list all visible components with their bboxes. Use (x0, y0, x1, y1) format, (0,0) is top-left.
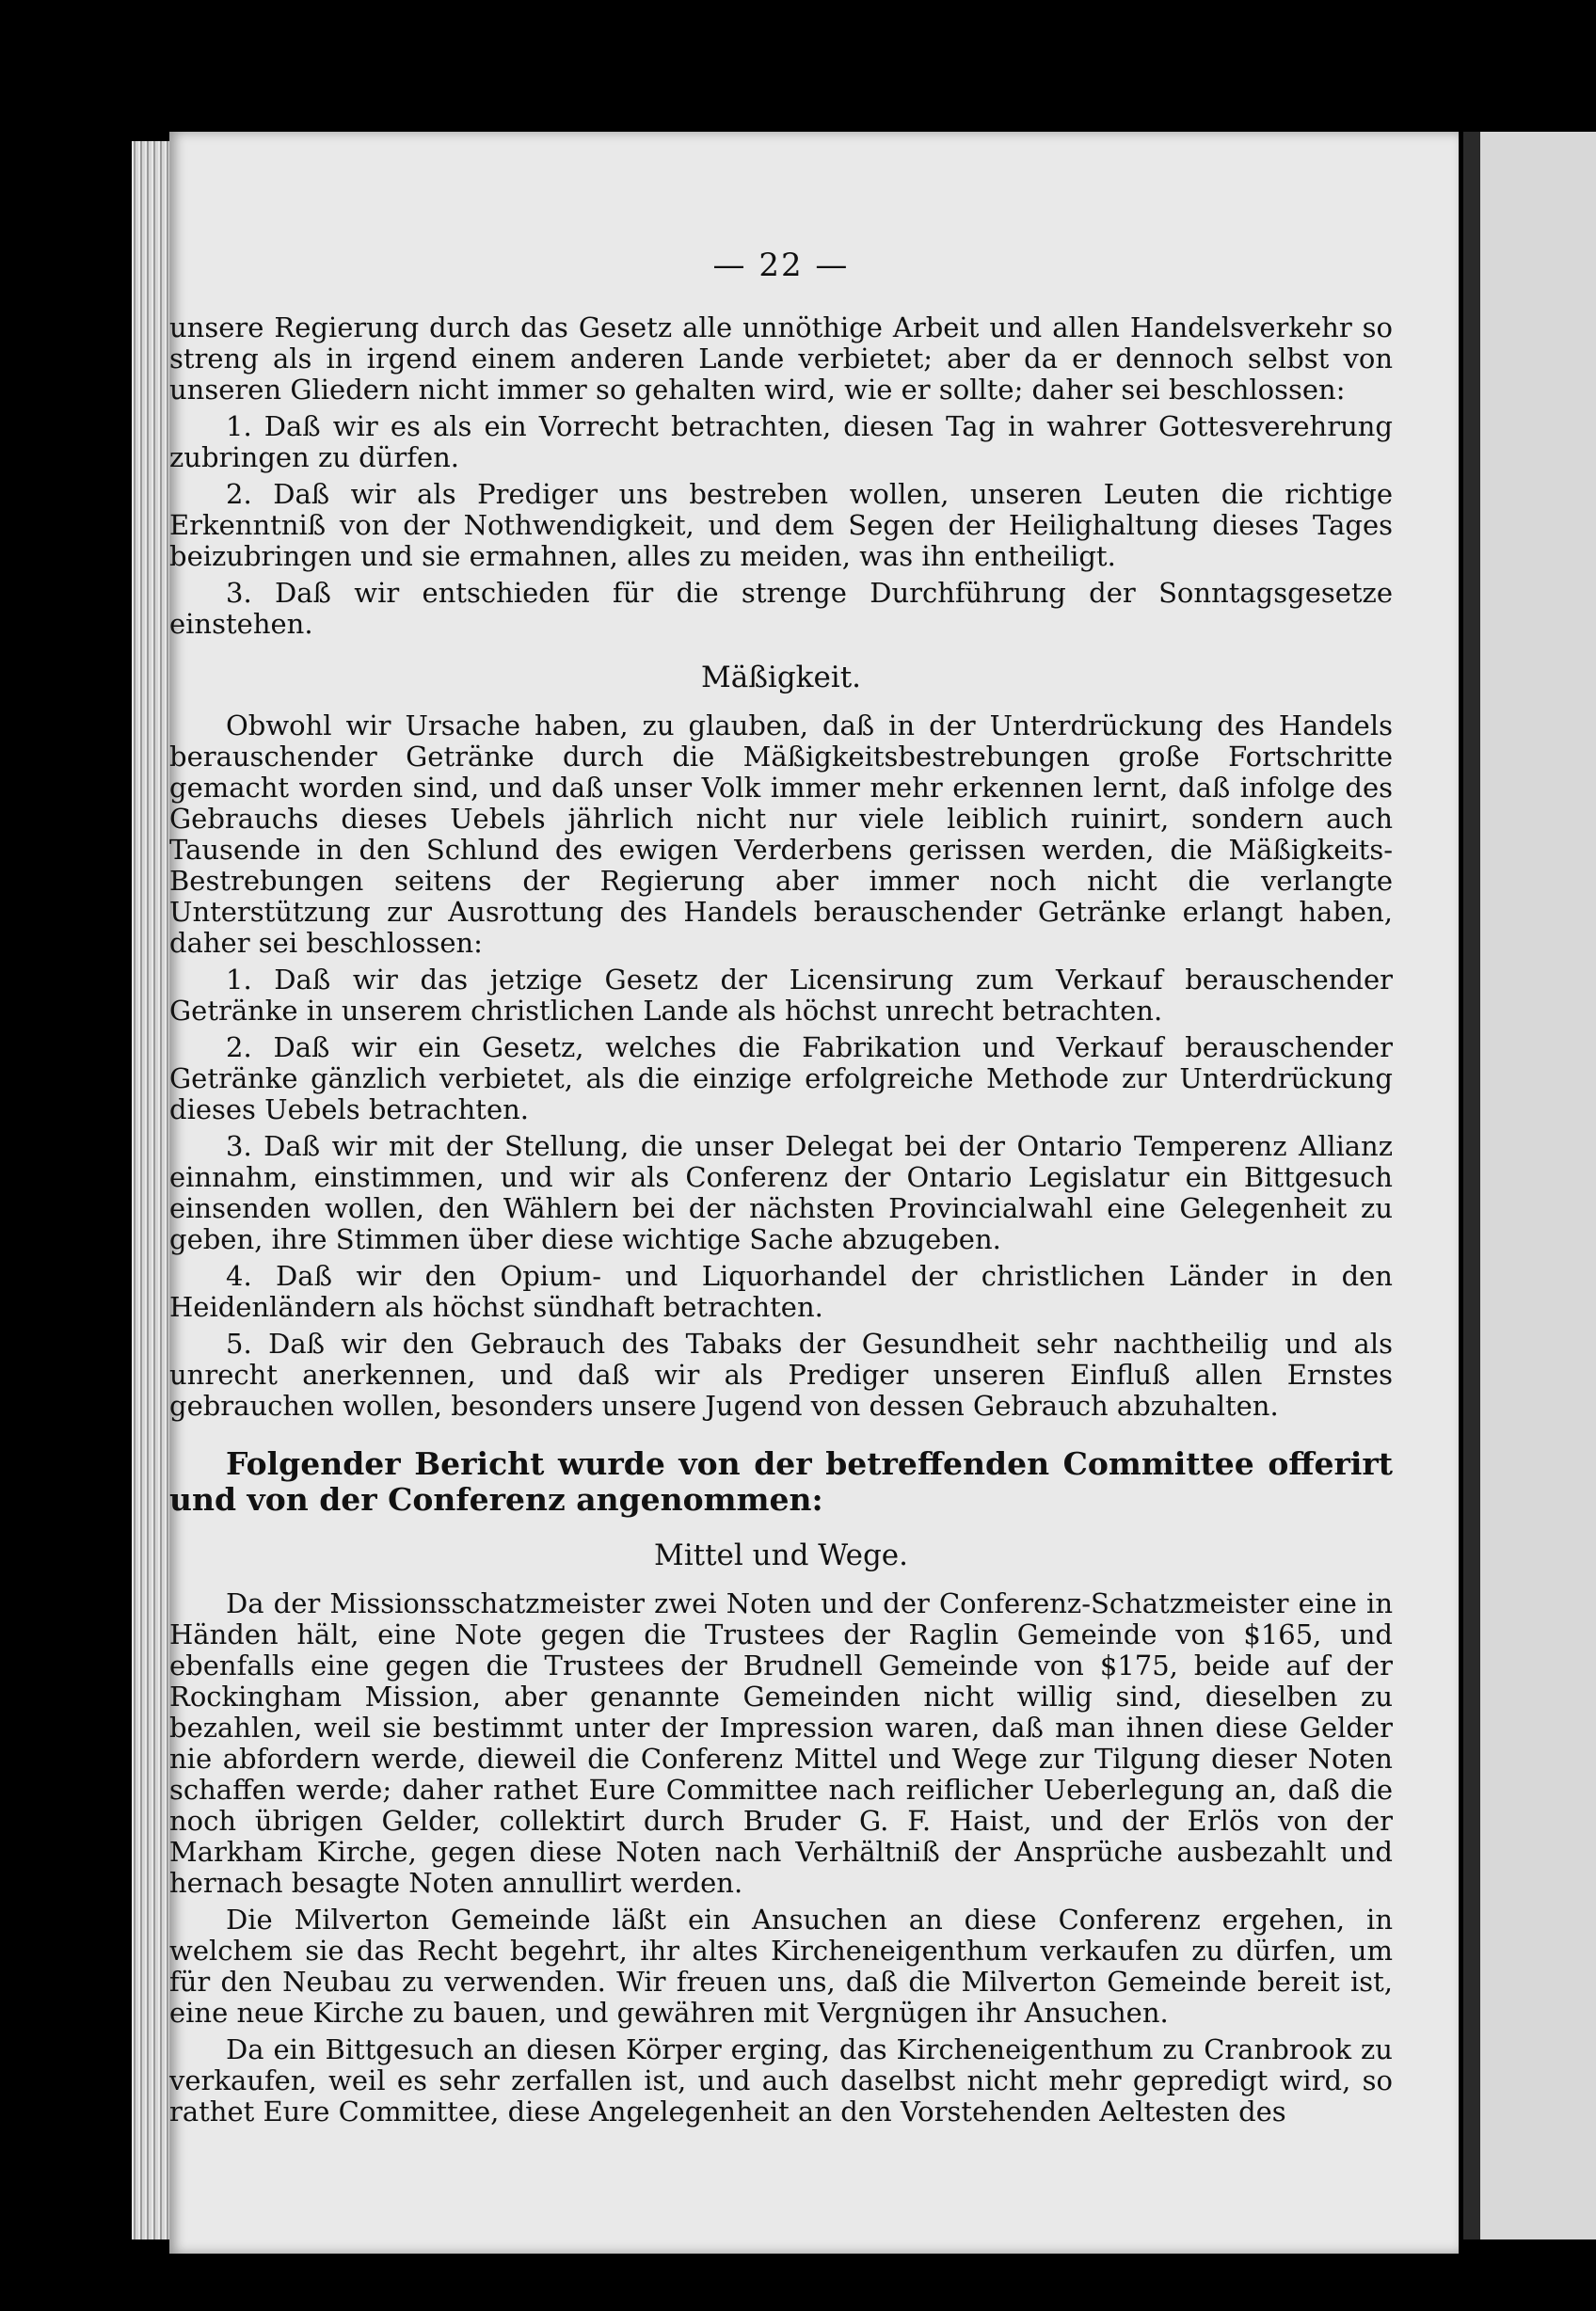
opening-paragraph: unsere Regierung durch das Gesetz alle unnöthige Arbeit und allen Handelsverkehr so streng als in irgend einem anderen Lande verbietet; aber da er dennoch selbst von unseren Gliedern nicht immer so gehalten wird, wie er sollte; daher sei beschlossen: (169, 311, 1393, 406)
page-number: — 22 — (712, 247, 850, 284)
means-heading: Mittel und Wege. (653, 1538, 909, 1572)
book-spine-shadow (1463, 132, 1480, 2239)
report-intro: Folgender Bericht wurde von der betreffenden Committee offerirt und von der Conferenz angenommen: (169, 1445, 1393, 1518)
temperance-resolution-2: 2. Daß wir ein Gesetz, welches die Fabrikation und Verkauf berauschender Getränke gänzlich verbietet, als die einzige erfolgreiche Methode zur Unterdrückung dieses Uebels betrachten. (169, 1031, 1393, 1125)
page-text (169, 247, 1393, 2133)
temperance-resolution-4: 4. Daß wir den Opium- und Liquorhandel der christlichen Länder in den Heidenländern als höchst sündhaft betrachten. (169, 1260, 1393, 1323)
temperance-heading: Mäßigkeit. (700, 661, 862, 694)
sabbath-resolution-2: 2. Daß wir als Prediger uns bestreben wollen, unseren Leuten die richtige Erkenntniß von der Nothwendigkeit, und dem Segen der Heilighaltung dieses Tages beizubringen und sie ermahnen, alles zu meiden, was ihn entheiligt. (169, 478, 1393, 572)
sabbath-resolution-3: 3. Daß wir entschieden für die strenge Durchführung der Sonntagsgesetze einstehen. (169, 577, 1393, 640)
sabbath-resolution-1: 1. Daß wir es als ein Vorrecht betrachten, diesen Tag in wahrer Gottesverehrung zubringen zu dürfen. (169, 410, 1393, 473)
means-paragraph-2: Die Milverton Gemeinde läßt ein Ansuchen an diese Conferenz ergehen, in welchem sie das Recht begehrt, ihr altes Kircheneigenthum verkaufen zu dürfen, um für den Neubau zu verwenden. Wir freuen uns, daß die Milverton Gemeinde bereit ist, eine neue Kirche zu bauen, und gewähren mit Vergnügen ihr Ansuchen. (169, 1904, 1393, 2029)
temperance-intro: Obwohl wir Ursache haben, zu glauben, daß in der Unterdrückung des Handels berauschender Getränke durch die Mäßigkeitsbestrebungen große Fortschritte gemacht worden sind, und daß unser Volk immer mehr erkennen lernt, daß infolge des Gebrauchs dieses Uebels jährlich nicht nur viele leiblich ruinirt, sondern auch Tausende in den Schlund des ewigen Verderbens gerissen werden, die Mäßigkeits-Bestrebungen seitens der Regierung aber immer noch nicht die verlangte Unterstützung zur Ausrottung des Handels berauschender Getränke erlangt haben, daher sei beschlossen: (169, 709, 1393, 959)
temperance-resolution-3: 3. Daß wir mit der Stellung, die unser Delegat bei der Ontario Temperenz Allianz einnahm, einstimmen, und wir als Conferenz der Ontario Legislatur ein Bittgesuch einsenden wollen, den Wählern bei der nächsten Provincialwahl eine Gelegenheit zu geben, ihre Stimmen über diese wichtige Sache abzugeben. (169, 1130, 1393, 1255)
temperance-resolution-1: 1. Daß wir das jetzige Gesetz der Licensirung zum Verkauf berauschender Getränke in unserem christlichen Lande als höchst unrecht betrachten. (169, 964, 1393, 1027)
temperance-resolution-5: 5. Daß wir den Gebrauch des Tabaks der Gesundheit sehr nachtheilig und als unrecht anerkennen, und daß wir als Prediger unseren Einfluß allen Ernstes gebrauchen wollen, besonders unsere Jugend von dessen Gebrauch abzuhalten. (169, 1328, 1393, 1422)
means-paragraph-1: Da der Missionsschatzmeister zwei Noten und der Conferenz-Schatzmeister eine in Händen hält, eine Note gegen die Trustees der Raglin Gemeinde von $165, und ebenfalls eine gegen die Trustees der Brudnell Gemeinde von $175, beide auf der Rockingham Mission, aber genannte Gemeinden nicht willig sind, dieselben zu bezahlen, weil sie bestimmt unter der Impression waren, daß man ihnen diese Gelder nie abfordern werde, dieweil die Conferenz Mittel und Wege zur Tilgung dieser Noten schaffen werde; daher rathet Eure Committee nach reiflicher Ueberlegung an, daß die noch übrigen Gelder, collektirt durch Bruder G. F. Haist, und der Erlös von der Markham Kirche, gegen diese Noten nach Verhältniß der Ansprüche ausbezahlt und hernach besagte Noten annullirt werden. (169, 1587, 1393, 1899)
means-paragraph-3: Da ein Bittgesuch an diesen Körper erging, das Kircheneigenthum zu Cranbrook zu verkaufen, weil es sehr zerfallen ist, und auch daselbst nicht mehr gepredigt wird, so rathet Eure Committee, diese Angelegenheit an den Vorstehenden Aeltesten des (169, 2033, 1393, 2128)
facing-page-strip (1480, 132, 1596, 2239)
